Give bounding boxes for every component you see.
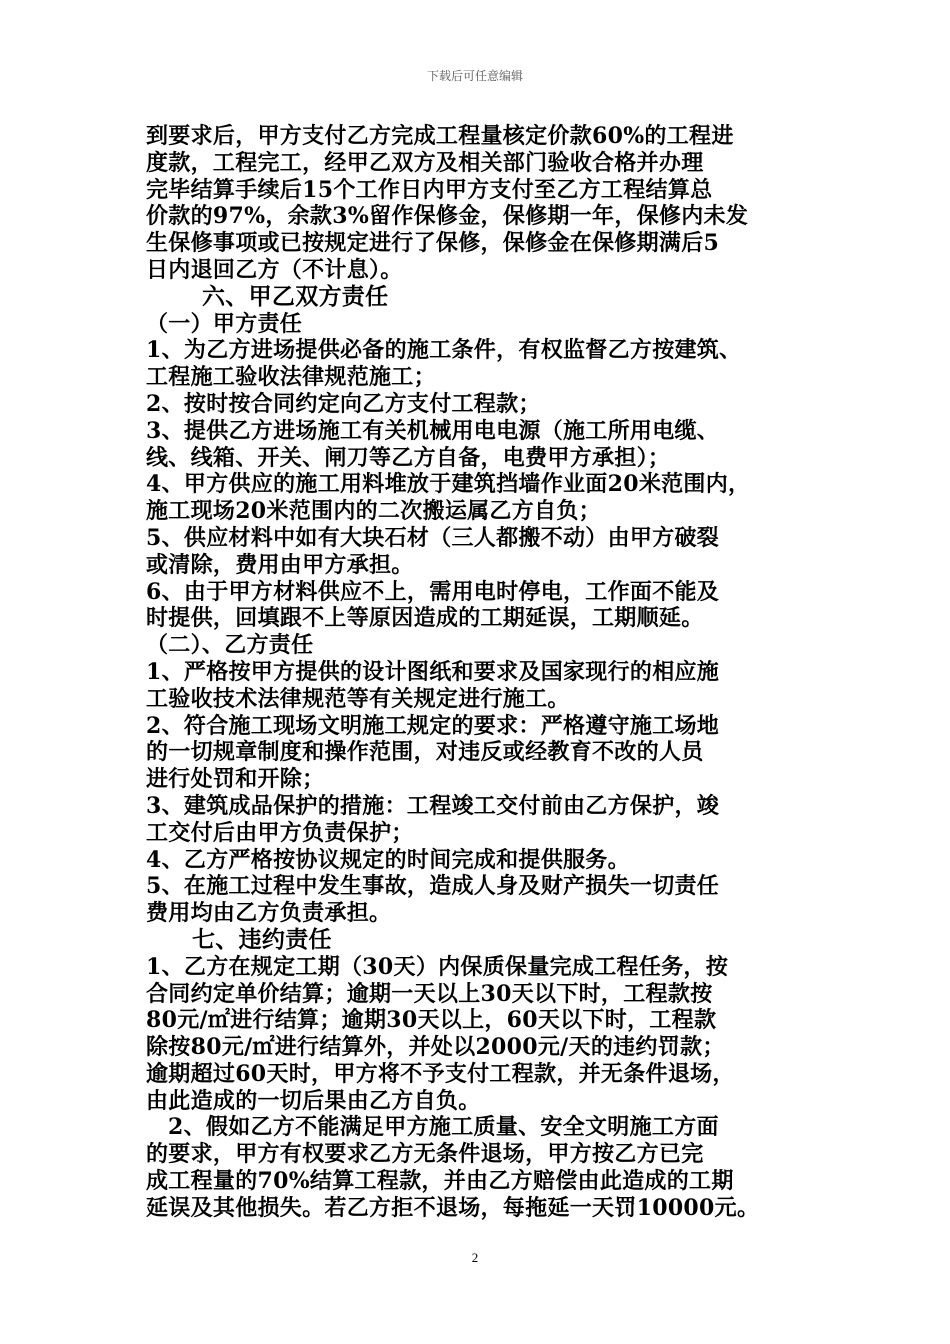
text-line: 进行处罚和开除； [146, 766, 325, 793]
section-heading: 七、违约责任 [192, 925, 332, 953]
text-line: （一）甲方责任 [146, 310, 303, 337]
text-line: 除按80元/㎡进行结算外，并处以2000元/天的违约罚款； [146, 1034, 725, 1061]
text-line: 工程施工验收法律规范施工； [146, 364, 436, 391]
text-line: 工验收技术法律规范等有关规定进行施工。 [146, 685, 570, 712]
text-line: 到要求后，甲方支付乙方完成工程量核定价款60%的工程进 [146, 123, 734, 149]
text-line: 施工现场20米范围内的二次搬运属乙方自负； [146, 498, 601, 525]
text-line: 时提供，回填跟不上等原因造成的工期延误，工期顺延。 [146, 605, 704, 632]
text-line: 5、供应材料中如有大块石材（三人都搬不动）由甲方破裂 [146, 524, 720, 551]
text-line: 3、提供乙方进场施工有关机械用电电源（施工所用电缆、 [146, 417, 720, 444]
text-line: 5、在施工过程中发生事故，造成人身及财产损失一切责任 [146, 873, 720, 900]
text-line: 80元/㎡进行结算；逾期30天以上，60天以下时，工程款 [146, 1007, 717, 1034]
text-line: 费用均由乙方负责承担。 [146, 900, 392, 927]
text-line: 成工程量的70%结算工程款，并由乙方赔偿由此造成的工期 [146, 1168, 734, 1195]
text-line: 日内退回乙方（不计息）。 [146, 256, 403, 283]
text-line: 工交付后由甲方负责保护； [146, 819, 414, 846]
text-line: 或清除，费用由甲方承担。 [146, 551, 414, 578]
text-line: 完毕结算手续后15个工作日内甲方支付至乙方工程结算总 [146, 176, 713, 203]
text-line: 合同约定单价结算；逾期一天以上30天以下时，工程款按 [146, 980, 713, 1007]
text-line: 的要求，甲方有权要求乙方无条件退场，甲方按乙方已完 [146, 1141, 704, 1168]
text-line: 2、假如乙方不能满足甲方施工质量、安全文明施工方面 [168, 1114, 719, 1141]
text-line: 2、按时按合同约定向乙方支付工程款； [146, 390, 541, 417]
text-line: 3、建筑成品保护的措施：工程竣工交付前由乙方保护，竣 [146, 792, 720, 819]
section-heading: 六、甲乙双方责任 [202, 282, 389, 310]
text-line: 4、乙方严格按协议规定的时间完成和提供服务。 [146, 846, 630, 873]
text-line: 价款的97%，余款3%留作保修金，保修期一年，保修内未发 [146, 203, 749, 230]
document-body [146, 123, 826, 1222]
text-line: 2、符合施工现场文明施工规定的要求：严格遵守施工场地 [146, 712, 720, 739]
page-header: 下载后可任意编辑 [426, 69, 523, 83]
text-line: 的一切规章制度和操作范围，对违反或经教育不改的人员 [146, 739, 704, 766]
text-line: 生保修事项或已按规定进行了保修，保修金在保修期满后5 [146, 230, 720, 257]
text-line: 1、为乙方进场提供必备的施工条件，有权监督乙方按建筑、 [146, 337, 742, 364]
text-line: 线、线箱、开关、闸刀等乙方自备，电费甲方承担）； [146, 444, 671, 471]
text-line: 6、由于甲方材料供应不上，需用电时停电，工作面不能及 [146, 578, 720, 605]
text-line: 逾期超过60天时，甲方将不予支付工程款，并无条件退场， [146, 1060, 735, 1087]
text-line: （二）、乙方责任 [146, 632, 314, 659]
text-line: 1、乙方在规定工期（30天）内保质保量完成工程任务，按 [146, 953, 729, 980]
text-line: 延误及其他损失。若乙方拒不退场，每拖延一天罚10000元。 [146, 1194, 760, 1221]
page-number: 2 [471, 1250, 479, 1265]
text-line: 度款，工程完工，经甲乙双方及相关部门验收合格并办理 [146, 149, 704, 176]
text-line: 1、严格按甲方提供的设计图纸和要求及国家现行的相应施 [146, 658, 720, 685]
text-line: 4、甲方供应的施工用料堆放于建筑挡墙作业面20米范围内， [146, 471, 751, 498]
text-line: 由此造成的一切后果由乙方自负。 [146, 1087, 481, 1114]
